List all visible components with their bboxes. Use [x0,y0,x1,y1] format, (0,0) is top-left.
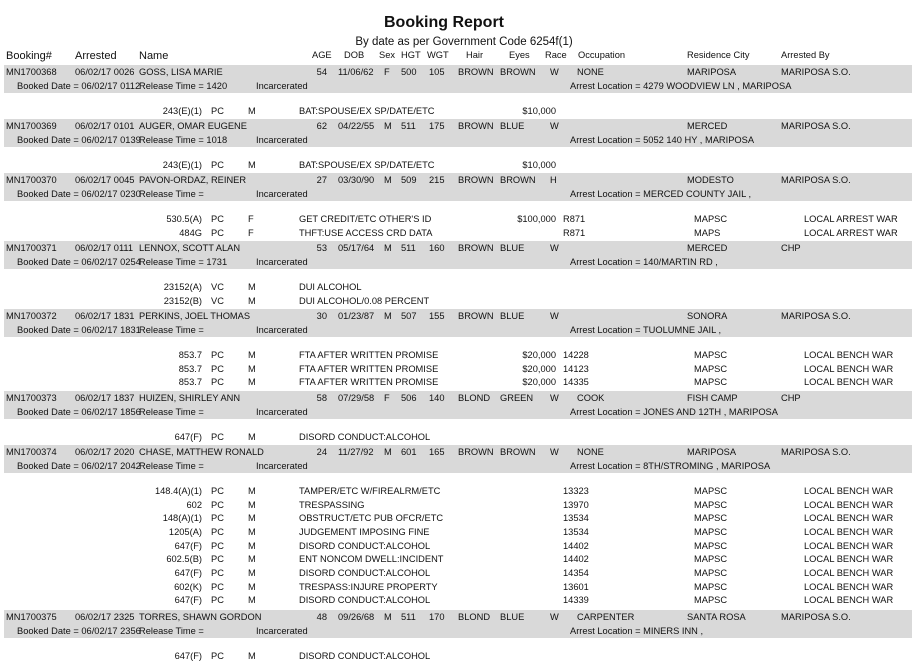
dob: 07/29/58 [338,393,375,403]
arrested-datetime: 06/02/17 2020 [75,447,135,457]
custody-status: Incarcerated [256,325,308,335]
arrest-location: Arrest Location = 140/MARTIN RD , [570,257,718,267]
booking-number: MN1700371 [6,243,57,253]
occupation: NONE [577,447,604,457]
charge-code: 530.5(A) [166,214,202,224]
residence-city: MARIPOSA [687,67,737,77]
charge-code: 148(A)(1) [162,513,202,524]
arrestee-name: CHASE, MATTHEW RONALD [139,447,264,457]
charge-type: VC [211,295,224,306]
hair: BROWN [458,243,494,253]
arrestee-name: TORRES, SHAWN GORDON [139,612,262,622]
charge-code: 602.5(B) [166,554,202,565]
charge-type: PC [211,595,224,606]
height: 507 [401,311,417,321]
charge-level: M [248,540,256,551]
arrested-by: MARIPOSA S.O. [781,612,851,622]
charge-description: BAT:SPOUSE/EX SP/DATE/ETC [299,160,435,170]
warrant-type: LOCAL BENCH WAR [804,540,894,551]
age: 58 [316,393,327,403]
charge-description: ENT NONCOM DWELL:INCIDENT [299,554,444,565]
booked-date: Booked Date = 06/02/17 1831 [17,325,141,335]
hair: BLOND [458,393,491,403]
charge-level: M [248,363,256,374]
warrant-number: R871 [563,227,586,238]
charge-type: PC [211,350,224,360]
charge-code: 647(F) [174,432,202,442]
charge-type: PC [211,651,224,661]
charge-description: JUDGEMENT IMPOSING FINE [299,526,430,537]
arrestee-name: PAVON-ORDAZ, REINER [139,175,247,185]
booking-number: MN1700375 [6,612,57,622]
booking-number: MN1700372 [6,311,57,321]
race: H [550,175,557,185]
charge-type: VC [211,282,224,292]
height: 601 [401,447,417,457]
arrestee-name: PERKINS, JOEL THOMAS [139,311,251,321]
warrant-agency: MAPS [694,227,721,238]
arrestee-name: HUIZEN, SHIRLEY ANN [139,393,241,403]
warrant-type: LOCAL BENCH WAR [804,350,894,360]
charge-description: FTA AFTER WRITTEN PROMISE [299,350,439,360]
warrant-type: LOCAL BENCH WAR [804,513,894,524]
eyes: BLUE [500,121,525,131]
race: W [550,311,559,321]
warrant-number: R871 [563,214,586,224]
booking-number: MN1700373 [6,393,57,403]
col-age: AGE [312,50,332,60]
col-hair: Hair [466,50,484,60]
arrested-datetime: 06/02/17 1831 [75,311,135,321]
charge-type: PC [211,513,224,524]
weight: 170 [429,612,445,622]
release-time: Release Time = [139,626,204,636]
charge-code: 23152(B) [163,295,202,306]
arrest-location: Arrest Location = 8TH/STROMING , MARIPOSA [570,461,771,471]
booked-date: Booked Date = 06/02/17 2042 [17,461,141,471]
arrest-location: Arrest Location = TUOLUMNE JAIL , [570,325,722,335]
custody-status: Incarcerated [256,189,308,199]
occupation: COOK [577,393,605,403]
arrest-location: Arrest Location = MINERS INN , [570,626,704,636]
age: 27 [316,175,327,185]
residence-city: SANTA ROSA [687,612,746,622]
sex: M [384,175,392,185]
charge-type: PC [211,581,224,592]
arrested-datetime: 06/02/17 0045 [75,175,135,185]
sex: M [384,243,392,253]
height: 511 [401,121,416,131]
warrant-type: LOCAL BENCH WAR [804,567,894,578]
warrant-number: 13970 [563,499,589,510]
bail-amount: $10,000 [522,160,556,170]
warrant-number: 13534 [563,526,589,537]
charge-code: 243(E)(1) [162,160,202,170]
charge-description: THFT:USE ACCESS CRD DATA [299,227,433,238]
charge-code: 853.7 [178,363,202,374]
eyes: BROWN [500,67,536,77]
arrest-location: Arrest Location = MERCED COUNTY JAIL , [570,189,752,199]
weight: 160 [429,243,445,253]
charge-level: M [248,295,256,306]
warrant-agency: MAPSC [694,499,728,510]
arrestee-name: LENNOX, SCOTT ALAN [139,243,241,253]
warrant-number: 14402 [563,540,589,551]
arrested-datetime: 06/02/17 0026 [75,67,135,77]
eyes: BLUE [500,612,525,622]
release-time: Release Time = 1731 [139,257,228,267]
arrested-datetime: 06/02/17 0111 [75,243,134,253]
arrest-location: Arrest Location = 4279 WOODVIEW LN , MARIPOSA [570,81,792,91]
booked-date: Booked Date = 06/02/17 0112 [17,81,141,91]
warrant-agency: MAPSC [694,567,728,578]
age: 24 [316,447,327,457]
charge-type: PC [211,567,224,578]
bail-amount: $10,000 [522,106,556,116]
col-arrested: Arrested [75,50,117,62]
custody-status: Incarcerated [256,257,308,267]
charge-type: PC [211,377,224,388]
residence-city: MARIPOSA [687,447,737,457]
charge-code: 1205(A) [168,526,202,537]
charge-type: PC [211,214,224,224]
charge-code: 647(F) [174,567,202,578]
release-time: Release Time = [139,461,204,471]
warrant-agency: MAPSC [694,540,728,551]
weight: 155 [429,311,445,321]
charge-description: OBSTRUCT/ETC PUB OFCR/ETC [299,513,444,524]
charge-level: M [248,526,256,537]
weight: 165 [429,447,445,457]
warrant-number: 14228 [563,350,589,360]
warrant-number: 13323 [563,486,589,496]
charge-level: M [248,282,256,292]
charge-type: PC [211,432,224,442]
warrant-number: 14354 [563,567,589,578]
warrant-agency: MAPSC [694,350,728,360]
charge-level: M [248,567,256,578]
col-dob: DOB [344,50,365,60]
booking-number: MN1700374 [6,447,57,457]
charge-type: PC [211,486,224,496]
residence-city: MODESTO [687,175,734,185]
booked-date: Booked Date = 06/02/17 2356 [17,626,141,636]
charge-level: F [248,214,254,224]
warrant-agency: MAPSC [694,214,728,224]
booked-date: Booked Date = 06/02/17 1856 [17,407,141,417]
col-hgt: HGT [401,50,421,60]
sex: M [384,447,392,457]
dob: 11/06/62 [338,67,374,77]
custody-status: Incarcerated [256,407,308,417]
arrested-by: MARIPOSA S.O. [781,311,851,321]
col-arrested-by: Arrested By [781,50,830,60]
hair: BROWN [458,447,494,457]
residence-city: MERCED [687,121,728,131]
arrested-datetime: 06/02/17 2325 [75,612,135,622]
charge-level: M [248,377,256,388]
hair: BROWN [458,121,494,131]
charge-description: DUI ALCOHOL [299,282,362,292]
charge-description: TRESPASS:INJURE PROPERTY [299,581,438,592]
booked-date: Booked Date = 06/02/17 0254 [17,257,141,267]
charge-type: PC [211,499,224,510]
release-time: Release Time = [139,189,204,199]
arrested-by: MARIPOSA S.O. [781,121,851,131]
col-booking: Booking# [6,50,52,62]
warrant-type: LOCAL BENCH WAR [804,363,894,374]
bail-amount: $20,000 [522,363,556,374]
col-eyes: Eyes [509,50,530,60]
charge-level: M [248,554,256,565]
custody-status: Incarcerated [256,81,308,91]
charge-code: 23152(A) [163,282,202,292]
sex: M [384,121,392,131]
charge-level: M [248,350,256,360]
arrested-datetime: 06/02/17 1837 [75,393,135,403]
hair: BROWN [458,175,494,185]
dob: 04/22/55 [338,121,375,131]
race: W [550,121,559,131]
charge-level: M [248,499,256,510]
sex: M [384,311,392,321]
booking-number: MN1700369 [6,121,57,131]
sex: M [384,612,392,622]
height: 506 [401,393,417,403]
weight: 175 [429,121,445,131]
charge-description: FTA AFTER WRITTEN PROMISE [299,377,439,388]
charge-type: PC [211,526,224,537]
sex: F [384,67,390,77]
warrant-number: 14402 [563,554,589,565]
charge-code: 647(F) [174,651,202,661]
charge-level: F [248,227,254,238]
warrant-type: LOCAL BENCH WAR [804,499,894,510]
warrant-agency: MAPSC [694,513,728,524]
warrant-type: LOCAL ARREST WAR [804,214,898,224]
charge-code: 484G [179,227,202,238]
height: 511 [401,243,416,253]
warrant-type: LOCAL BENCH WAR [804,595,894,606]
arrested-by: CHP [781,243,801,253]
arrestee-name: AUGER, OMAR EUGENE [139,121,247,131]
eyes: BLUE [500,311,525,321]
age: 54 [316,67,327,77]
charge-description: DISORD CONDUCT:ALCOHOL [299,540,431,551]
charge-description: DISORD CONDUCT:ALCOHOL [299,651,431,661]
charge-description: DUI ALCOHOL/0.08 PERCENT [299,295,430,306]
charge-description: FTA AFTER WRITTEN PROMISE [299,363,439,374]
race: W [550,612,559,622]
arrestee-name: GOSS, LISA MARIE [139,67,223,77]
hair: BLOND [458,612,491,622]
charge-type: PC [211,363,224,374]
arrested-by: MARIPOSA S.O. [781,67,851,77]
col-residence-city: Residence City [687,50,750,60]
height: 511 [401,612,416,622]
age: 48 [316,612,327,622]
charge-code: 647(F) [174,540,202,551]
charge-level: M [248,595,256,606]
arrest-location: Arrest Location = 5052 140 HY , MARIPOSA [570,135,755,145]
dob: 03/30/90 [338,175,375,185]
arrested-by: MARIPOSA S.O. [781,447,851,457]
dob: 09/26/68 [338,612,375,622]
warrant-agency: MAPSC [694,377,728,388]
residence-city: SONORA [687,311,728,321]
col-occupation: Occupation [578,50,626,60]
occupation: NONE [577,67,604,77]
height: 509 [401,175,417,185]
weight: 215 [429,175,445,185]
warrant-number: 14123 [563,363,589,374]
col-race: Race [545,50,567,60]
charge-type: PC [211,540,224,551]
warrant-agency: MAPSC [694,595,728,606]
warrant-type: LOCAL ARREST WAR [804,227,898,238]
dob: 11/27/92 [338,447,374,457]
booking-number: MN1700368 [6,67,57,77]
charge-description: DISORD CONDUCT:ALCOHOL [299,567,431,578]
col-wgt: WGT [427,50,449,60]
sex: F [384,393,390,403]
bail-amount: $100,000 [517,214,556,224]
col-name: Name [139,50,169,62]
arrested-datetime: 06/02/17 0101 [75,121,135,131]
hair: BROWN [458,67,494,77]
charge-type: PC [211,227,224,238]
weight: 140 [429,393,445,403]
arrest-location: Arrest Location = JONES AND 12TH , MARIPOSA [570,407,778,417]
charge-code: 853.7 [178,377,202,388]
release-time: Release Time = [139,325,204,335]
bail-amount: $20,000 [522,377,556,388]
charge-level: M [248,651,256,661]
charge-description: BAT:SPOUSE/EX SP/DATE/ETC [299,106,435,116]
charge-level: M [248,432,256,442]
arrested-by: MARIPOSA S.O. [781,175,851,185]
charge-description: TRESPASSING [299,499,365,510]
charge-level: M [248,581,256,592]
eyes: BLUE [500,243,525,253]
custody-status: Incarcerated [256,135,308,145]
warrant-type: LOCAL BENCH WAR [804,377,894,388]
report-subtitle: By date as per Government Code 6254f(1) [355,36,573,48]
warrant-agency: MAPSC [694,554,728,565]
warrant-number: 14335 [563,377,589,388]
race: W [550,243,559,253]
booked-date: Booked Date = 06/02/17 0139 [17,135,141,145]
eyes: BROWN [500,175,536,185]
age: 30 [316,311,327,321]
col-sex: Sex [379,50,396,60]
charge-description: GET CREDIT/ETC OTHER'S ID [299,214,432,224]
charge-level: M [248,486,256,496]
report-title: Booking Report [384,14,504,31]
charge-description: DISORD CONDUCT:ALCOHOL [299,595,431,606]
release-time: Release Time = 1018 [139,135,228,145]
release-time: Release Time = [139,407,204,417]
booking-number: MN1700370 [6,175,57,185]
race: W [550,447,559,457]
arrested-by: CHP [781,393,801,403]
warrant-number: 14339 [563,595,589,606]
eyes: BROWN [500,447,536,457]
charge-type: PC [211,160,224,170]
eyes: GREEN [500,393,534,403]
charge-description: TAMPER/ETC W/FIREALRM/ETC [299,486,441,496]
custody-status: Incarcerated [256,461,308,471]
race: W [550,67,559,77]
release-time: Release Time = 1420 [139,81,228,91]
charge-code: 602(K) [174,581,202,592]
charge-code: 602 [186,499,202,510]
charge-type: PC [211,554,224,565]
charge-type: PC [211,106,224,116]
residence-city: FISH CAMP [687,393,738,403]
warrant-agency: MAPSC [694,363,728,374]
warrant-agency: MAPSC [694,486,728,496]
dob: 01/23/87 [338,311,375,321]
booked-date: Booked Date = 06/02/17 0230 [17,189,141,199]
charge-level: M [248,160,256,170]
charge-code: 243(E)(1) [162,106,202,116]
charge-code: 647(F) [174,595,202,606]
warrant-type: LOCAL BENCH WAR [804,526,894,537]
warrant-number: 13534 [563,513,589,524]
charge-code: 853.7 [178,350,202,360]
charge-code: 148.4(A)(1) [154,486,202,496]
occupation: CARPENTER [577,612,635,622]
warrant-agency: MAPSC [694,526,728,537]
hair: BROWN [458,311,494,321]
warrant-number: 13601 [563,581,589,592]
warrant-type: LOCAL BENCH WAR [804,486,894,496]
height: 500 [401,67,417,77]
weight: 105 [429,67,445,77]
charge-description: DISORD CONDUCT:ALCOHOL [299,432,431,442]
warrant-agency: MAPSC [694,581,728,592]
age: 53 [316,243,327,253]
charge-level: M [248,513,256,524]
warrant-type: LOCAL BENCH WAR [804,554,894,565]
residence-city: MERCED [687,243,728,253]
charge-level: M [248,106,256,116]
bail-amount: $20,000 [522,350,556,360]
warrant-type: LOCAL BENCH WAR [804,581,894,592]
custody-status: Incarcerated [256,626,308,636]
age: 62 [316,121,327,131]
race: W [550,393,559,403]
dob: 05/17/64 [338,243,375,253]
